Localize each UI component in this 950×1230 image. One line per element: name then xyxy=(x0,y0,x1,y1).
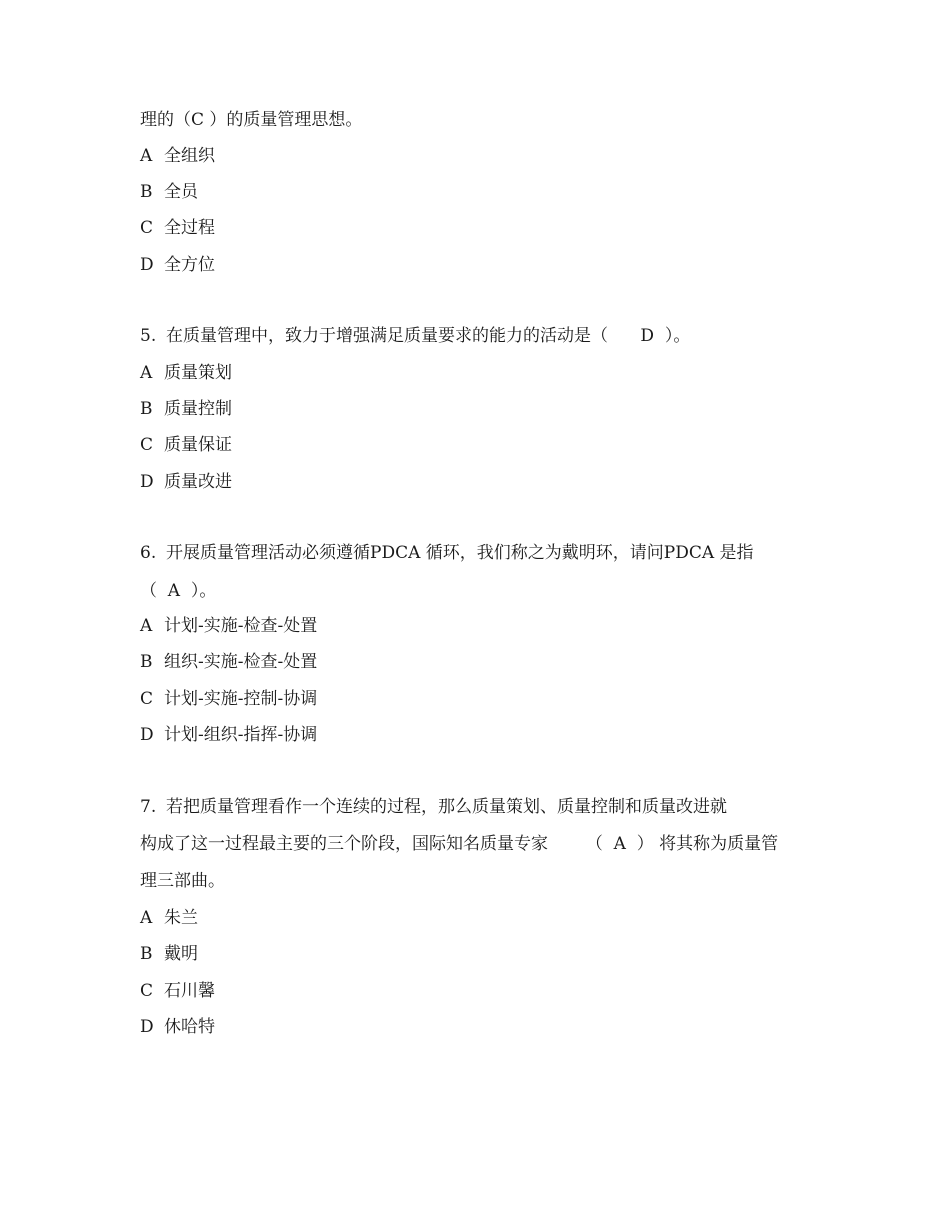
option-text: 组织-实施-检查-处置 xyxy=(164,652,318,672)
q7-stem-line3: 理三部曲。 xyxy=(140,871,225,891)
option-text: 全组织 xyxy=(164,146,215,166)
q7-option-c xyxy=(140,980,215,1002)
question-number: 7. xyxy=(140,797,157,817)
option-letter: B xyxy=(140,652,153,672)
q7-stem-line2: 构成了这一过程最主要的三个阶段，国际知名质量专家 （ A ） 将其称为质量管 xyxy=(140,834,779,854)
q6-option-b xyxy=(140,651,317,673)
option-letter: C xyxy=(140,981,154,1001)
option-letter: D xyxy=(140,255,154,275)
q7-option-b xyxy=(140,943,198,965)
q7-stem-line1 xyxy=(140,796,727,818)
q4-option-a xyxy=(140,145,215,167)
q5-option-d xyxy=(140,471,232,493)
q7-option-d xyxy=(140,1016,215,1038)
option-text: 休哈特 xyxy=(164,1017,215,1037)
question-text: 在质量管理中，致力于增强满足质量要求的能力的活动是（ D ）。 xyxy=(166,326,691,346)
q4-option-c xyxy=(140,217,215,239)
option-letter: A xyxy=(140,146,153,166)
option-text: 质量改进 xyxy=(164,472,232,492)
question-number: 6. xyxy=(140,543,157,563)
option-text: 质量策划 xyxy=(164,363,232,383)
option-text: 计划-实施-控制-协调 xyxy=(164,689,318,709)
q6-stem-line2: （ A ）。 xyxy=(140,581,217,601)
option-letter: A xyxy=(140,616,153,636)
option-letter: A xyxy=(140,908,153,928)
q7-option-a xyxy=(140,907,198,929)
q6-stem-line1 xyxy=(140,542,754,564)
option-text: 计划-实施-检查-处置 xyxy=(164,616,318,636)
option-letter: D xyxy=(140,725,154,745)
option-text: 计划-组织-指挥-协调 xyxy=(164,725,318,745)
option-letter: A xyxy=(140,363,153,383)
q5-stem xyxy=(140,325,690,347)
q4-option-b xyxy=(140,181,198,203)
question-text: 开展质量管理活动必须遵循PDCA 循环，我们称之为戴明环，请问PDCA 是指 xyxy=(166,543,754,563)
option-letter: C xyxy=(140,689,154,709)
q5-option-a xyxy=(140,362,232,384)
question-number: 5. xyxy=(140,326,157,346)
option-letter: B xyxy=(140,182,153,202)
option-text: 戴明 xyxy=(164,944,198,964)
q5-option-c xyxy=(140,434,232,456)
option-letter: C xyxy=(140,218,154,238)
q6-option-c xyxy=(140,688,317,710)
option-text: 全员 xyxy=(164,182,198,202)
q5-option-b xyxy=(140,398,232,420)
q4-stem-tail: 理的（C ）的质量管理思想。 xyxy=(140,110,363,130)
question-text: 若把质量管理看作一个连续的过程，那么质量策划、质量控制和质量改进就 xyxy=(166,797,727,817)
q6-option-a xyxy=(140,615,317,637)
option-text: 质量控制 xyxy=(164,399,232,419)
option-text: 质量保证 xyxy=(164,435,232,455)
option-text: 全方位 xyxy=(164,255,215,275)
q4-option-d xyxy=(140,254,215,276)
option-letter: B xyxy=(140,399,153,419)
option-text: 石川馨 xyxy=(164,981,215,1001)
option-letter: B xyxy=(140,944,153,964)
option-letter: D xyxy=(140,472,154,492)
option-text: 全过程 xyxy=(164,218,215,238)
option-letter: D xyxy=(140,1017,154,1037)
option-text: 朱兰 xyxy=(164,908,198,928)
q6-option-d xyxy=(140,724,317,746)
option-letter: C xyxy=(140,435,154,455)
